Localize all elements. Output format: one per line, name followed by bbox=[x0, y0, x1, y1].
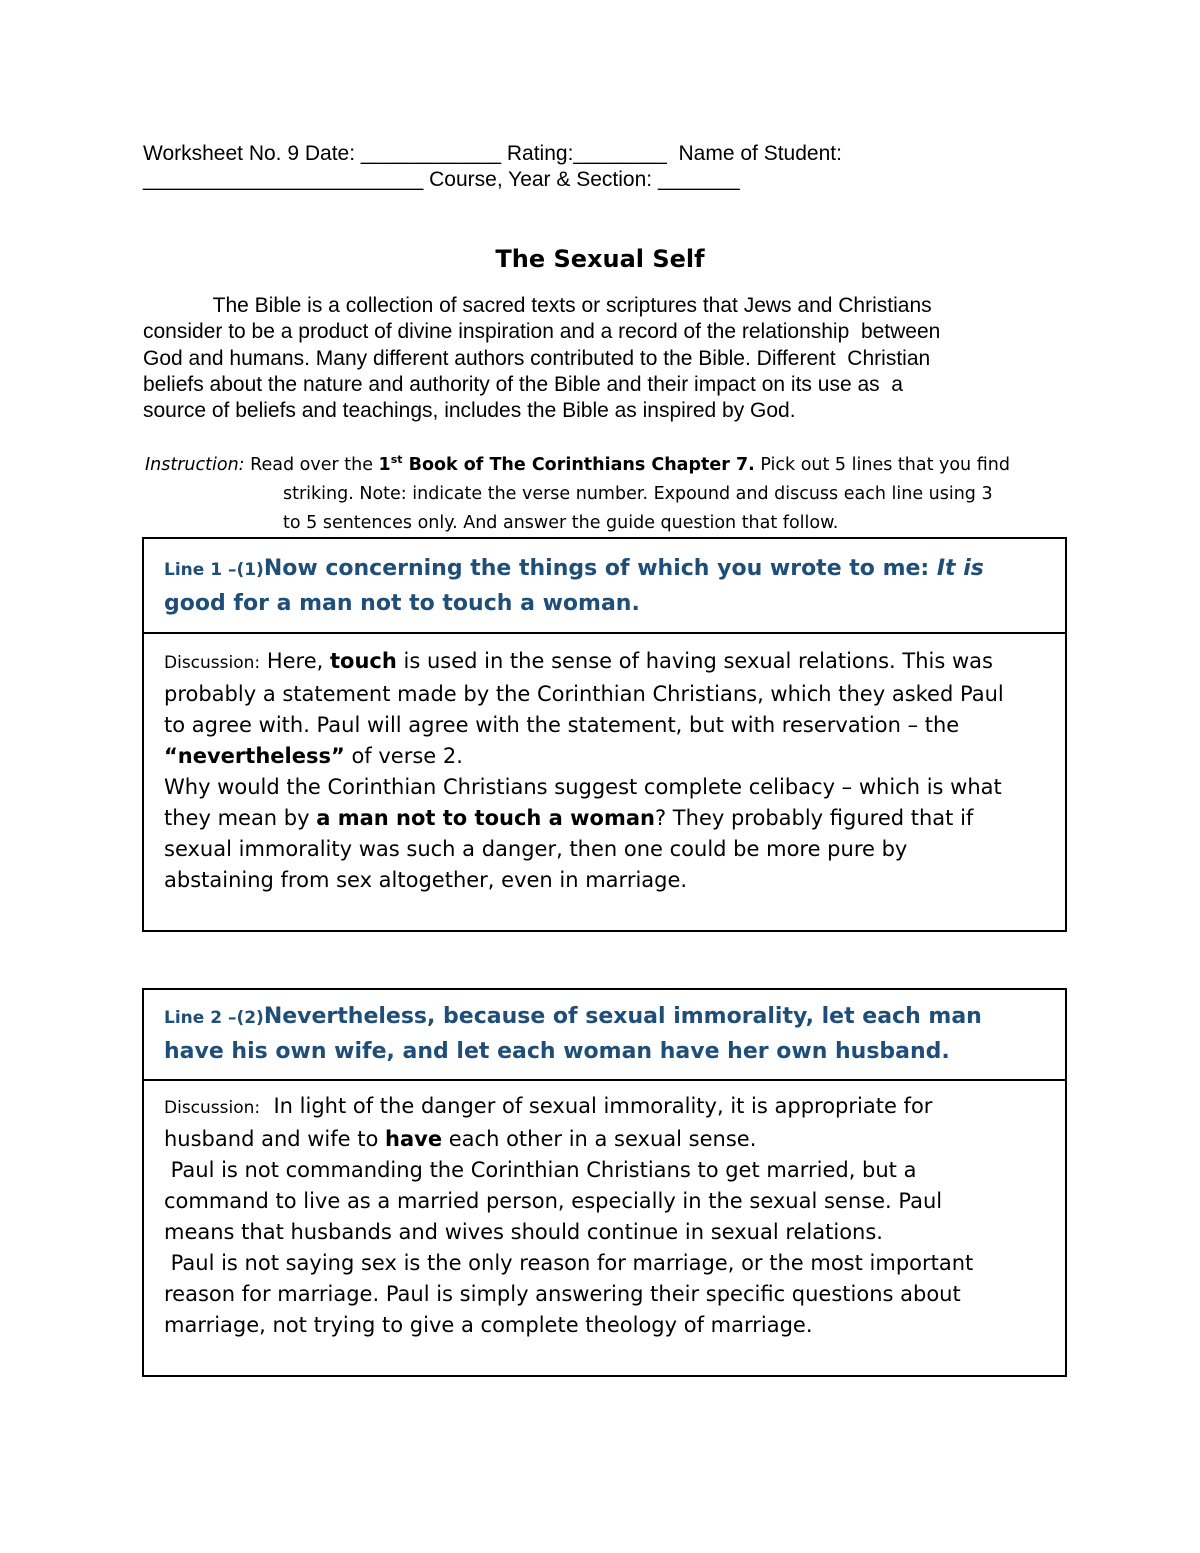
line-2-box bbox=[142, 988, 1067, 1377]
line-1-verse-cell bbox=[144, 539, 1065, 634]
instruction-book: Book of The Corinthians Chapter 7. bbox=[402, 455, 755, 475]
discussion-line bbox=[164, 1091, 1065, 1124]
intro-line: beliefs about the nature and authority of the Bible and their impact on its use as a bbox=[143, 372, 903, 396]
discussion-line bbox=[164, 741, 1065, 772]
instruction-ordinal: 1 bbox=[378, 455, 391, 475]
header-line-2: ________________________ Course, Year & Section: _______ bbox=[143, 168, 740, 191]
discussion-line: abstaining from sex altogether, even in marriage. bbox=[164, 868, 688, 892]
discussion-line: reason for marriage. Paul is simply answering their specific questions about bbox=[164, 1282, 961, 1306]
intro-line: consider to be a product of divine inspiration and a record of the relationship between bbox=[143, 320, 941, 344]
discussion-line bbox=[164, 1124, 1065, 1155]
line-1-verse-cont: good for a man not to touch a woman. bbox=[164, 591, 640, 616]
discussion-line: sexual immorality was such a danger, then one could be more pure by bbox=[164, 837, 908, 861]
discussion-text: husband and wife to bbox=[164, 1127, 386, 1151]
discussion-line: probably a statement made by the Corinthian Christians, which they asked Paul bbox=[164, 682, 1004, 706]
intro-line: The Bible is a collection of sacred texts or scriptures that Jews and Christians bbox=[143, 294, 932, 317]
discussion-emphasis: touch bbox=[329, 649, 397, 673]
line-1-discussion bbox=[144, 634, 1065, 896]
discussion-line: Paul is not saying sex is the only reason for marriage, or the most important bbox=[164, 1251, 974, 1275]
line-2-verse bbox=[164, 1000, 1065, 1035]
discussion-line: marriage, not trying to give a complete theology of marriage. bbox=[164, 1313, 813, 1337]
discussion-text: ? They probably figured that if bbox=[654, 806, 974, 830]
line-2-verse-cell bbox=[144, 990, 1065, 1081]
discussion-line bbox=[164, 646, 1065, 679]
discussion-emphasis: a man not to touch a woman bbox=[316, 806, 655, 830]
intro-line: source of beliefs and teachings, includes the Bible as inspired by God. bbox=[143, 399, 796, 423]
intro-paragraph bbox=[143, 293, 1053, 424]
instruction-block bbox=[145, 451, 1080, 538]
discussion-text: Here, bbox=[260, 649, 330, 673]
discussion-text: they mean by bbox=[164, 806, 317, 830]
page-title: The Sexual Self bbox=[495, 245, 705, 273]
discussion-line: command to live as a married person, especially in the sexual sense. Paul bbox=[164, 1189, 943, 1213]
line-1-verse bbox=[164, 552, 1065, 587]
discussion-emphasis: “nevertheless” bbox=[164, 744, 345, 768]
line-1-prefix: Line 1 –(1) bbox=[164, 560, 264, 580]
discussion-text: In light of the danger of sexual immorality, it is appropriate for bbox=[260, 1094, 933, 1118]
instruction-line-1 bbox=[145, 451, 1080, 480]
instruction-ordinal-suffix: st bbox=[390, 453, 403, 467]
discussion-text: each other in a sexual sense. bbox=[442, 1127, 757, 1151]
discussion-line bbox=[164, 803, 1065, 834]
verse-text-italic: It is bbox=[936, 556, 984, 581]
instruction-line-2: striking. Note: indicate the verse number. Expound and discuss each line using 3 bbox=[283, 484, 993, 504]
line-1-box bbox=[142, 537, 1067, 932]
verse-text: Now concerning the things of which you wrote to me: bbox=[263, 556, 937, 581]
discussion-line: means that husbands and wives should continue in sexual relations. bbox=[164, 1220, 883, 1244]
header-line-1: Worksheet No. 9 Date: ____________ Rating:________ Name of Student: bbox=[143, 142, 842, 165]
discussion-label: Discussion: bbox=[164, 653, 261, 673]
discussion-label: Discussion: bbox=[164, 1098, 261, 1118]
intro-line: God and humans. Many different authors contributed to the Bible. Different Christian bbox=[143, 346, 931, 370]
verse-text: Nevertheless, because of sexual immorality, let each man bbox=[263, 1004, 982, 1029]
discussion-line: Paul is not commanding the Corinthian Christians to get married, but a bbox=[164, 1158, 917, 1182]
line-2-discussion bbox=[144, 1081, 1065, 1341]
line-2-prefix: Line 2 –(2) bbox=[164, 1008, 264, 1028]
instruction-label: Instruction: bbox=[145, 455, 245, 475]
instruction-text: Read over the bbox=[244, 455, 379, 475]
instruction-line-3: to 5 sentences only. And answer the guide question that follow. bbox=[283, 513, 839, 533]
discussion-line: to agree with. Paul will agree with the statement, but with reservation – the bbox=[164, 713, 960, 737]
instruction-text: Pick out 5 lines that you find bbox=[754, 455, 1010, 475]
discussion-emphasis: have bbox=[385, 1127, 443, 1151]
discussion-text: is used in the sense of having sexual relations. This was bbox=[396, 649, 993, 673]
line-2-verse-cont: have his own wife, and let each woman have her own husband. bbox=[164, 1039, 950, 1064]
discussion-line: Why would the Corinthian Christians suggest complete celibacy – which is what bbox=[164, 775, 1002, 799]
discussion-text: of verse 2. bbox=[344, 744, 463, 768]
